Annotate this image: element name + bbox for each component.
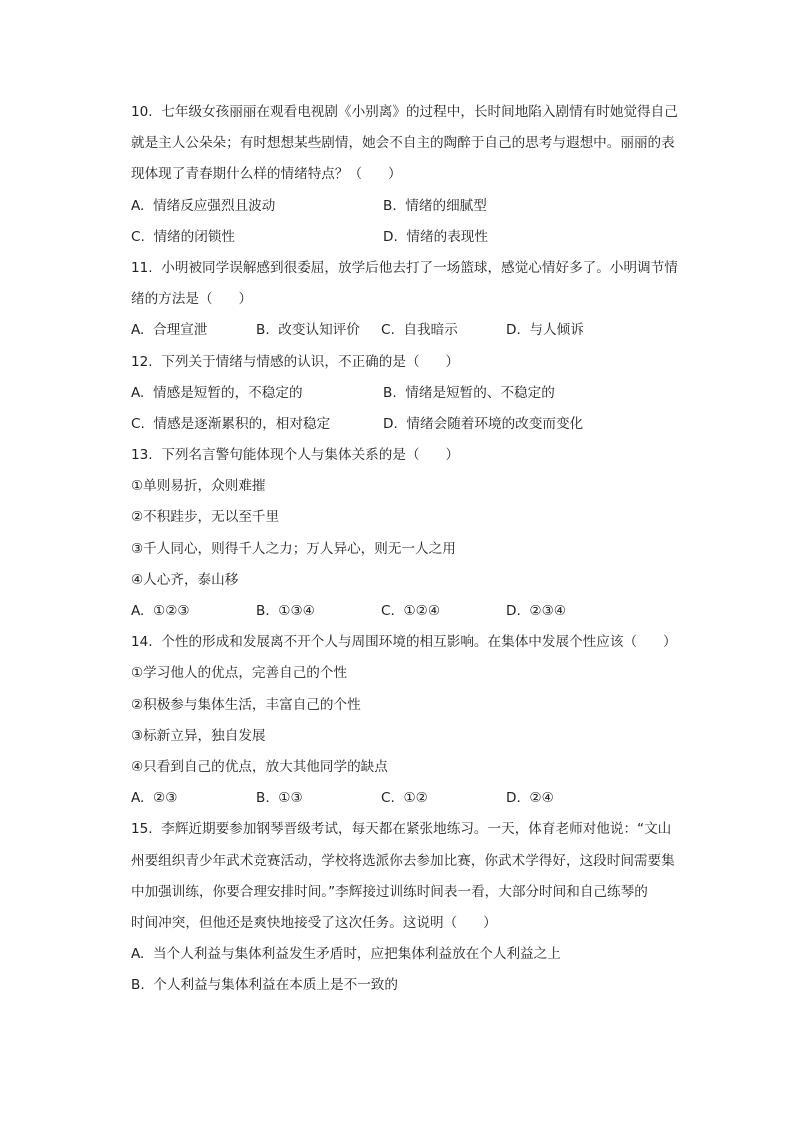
option-b: B. 改变认知评价 bbox=[256, 322, 360, 339]
option-d: D. ②④ bbox=[506, 790, 554, 807]
question-14-statement-1: ①学习他人的优点，完善自己的个性 bbox=[131, 665, 348, 682]
question-15-line-2: 州要组织青少年武术竞赛活动，学校将选派你去参加比赛，你武术学得好，这段时间需要集 bbox=[131, 852, 675, 869]
question-15-option-b: B. 个人利益与集体利益在本质上是不一致的 bbox=[131, 977, 398, 994]
option-a: A. ①②③ bbox=[131, 603, 190, 619]
question-12-line-1: 12. 下列关于情绪与情感的认识，不正确的是（ ） bbox=[131, 353, 460, 370]
option-d: D. 情绪会随着环境的改变而变化 bbox=[383, 415, 584, 432]
option-b: B. ①③ bbox=[256, 790, 303, 807]
question-13-statement-3: ③千人同心，则得千人之力；万人异心，则无一人之用 bbox=[131, 540, 456, 557]
question-10-line-3: 现体现了青春期什么样的情绪特点？（ ） bbox=[131, 166, 402, 183]
option-d: D. ②③④ bbox=[506, 603, 566, 619]
question-10 bbox=[131, 97, 701, 253]
question-13-statement-2: ②不积跬步，无以至千里 bbox=[131, 509, 280, 526]
option-b: B. 情绪是短暂的、不稳定的 bbox=[383, 384, 555, 401]
option-d: D. 与人倾诉 bbox=[506, 322, 584, 339]
option-d: D. 情绪的表现性 bbox=[383, 228, 488, 245]
question-12-options-row-2 bbox=[131, 409, 701, 440]
option-c: C. 自我暗示 bbox=[381, 322, 458, 339]
option-b: B. ①③④ bbox=[256, 603, 315, 619]
question-15 bbox=[131, 814, 701, 1001]
question-11 bbox=[131, 253, 701, 347]
question-11-line-1: 11. 小明被同学误解感到很委屈，放学后他去打了一场篮球，感觉心情好多了。小明调节情 bbox=[131, 259, 678, 276]
question-15-line-1: 15. 李辉近期要参加钢琴晋级考试，每天都在紧张地练习。一天，体育老师对他说：“文山 bbox=[131, 821, 672, 838]
question-10-options-row-1 bbox=[131, 191, 701, 222]
option-a: A. ②③ bbox=[131, 790, 178, 807]
question-14-line-1: 14. 个性的形成和发展离不开个人与周围环境的相互影响。在集体中发展个性应该（ ） bbox=[131, 634, 677, 651]
question-13-options-row-1 bbox=[131, 596, 701, 627]
question-13 bbox=[131, 440, 701, 627]
question-list bbox=[131, 97, 701, 1001]
option-c: C. 情感是逐渐累积的，相对稳定 bbox=[131, 415, 331, 432]
question-10-line-1: 10. 七年级女孩丽丽在观看电视剧《小别离》的过程中，长时间地陷入剧情有时她觉得自己 bbox=[131, 104, 678, 120]
question-11-options-row-1 bbox=[131, 315, 701, 346]
question-14 bbox=[131, 627, 701, 814]
question-14-statement-2: ②积极参与集体生活，丰富自己的个性 bbox=[131, 696, 361, 713]
question-12-options-row-1 bbox=[131, 378, 701, 409]
question-10-line-2: 就是主人公朵朵；有时想想某些剧情，她会不自主的陶醉于自己的思考与遐想中。丽丽的表 bbox=[131, 135, 675, 152]
question-14-statement-4: ④只看到自己的优点，放大其他同学的缺点 bbox=[131, 758, 388, 775]
question-13-statement-4: ④人心齐，泰山移 bbox=[131, 571, 239, 588]
option-b: B. 情绪的细腻型 bbox=[383, 197, 487, 214]
question-15-option-a: A. 当个人利益与集体利益发生矛盾时，应把集体利益放在个人利益之上 bbox=[131, 946, 561, 963]
option-c: C. ①② bbox=[381, 790, 428, 807]
question-15-line-3: 中加强训练，你要合理安排时间。”李辉接过训练时间表一看，大部分时间和自己练琴的 bbox=[131, 883, 648, 900]
option-a: A. 情感是短暂的，不稳定的 bbox=[131, 384, 303, 401]
question-11-line-2: 绪的方法是（ ） bbox=[131, 291, 253, 308]
question-14-statement-3: ③标新立异，独自发展 bbox=[131, 727, 266, 744]
option-c: C. ①②④ bbox=[381, 603, 441, 619]
option-a: A. 情绪反应强烈且波动 bbox=[131, 197, 276, 214]
question-10-options-row-2 bbox=[131, 222, 701, 253]
question-14-options-row-1 bbox=[131, 783, 701, 814]
option-a: A. 合理宣泄 bbox=[131, 322, 208, 339]
option-c: C. 情绪的闭锁性 bbox=[131, 228, 236, 245]
question-15-line-4: 时间冲突，但他还是爽快地接受了这次任务。这说明（ ） bbox=[131, 914, 497, 931]
question-12 bbox=[131, 347, 701, 441]
question-13-statement-1: ①单则易折，众则难摧 bbox=[131, 478, 266, 495]
question-13-line-1: 13. 下列名言警句能体现个人与集体关系的是（ ） bbox=[131, 447, 460, 464]
